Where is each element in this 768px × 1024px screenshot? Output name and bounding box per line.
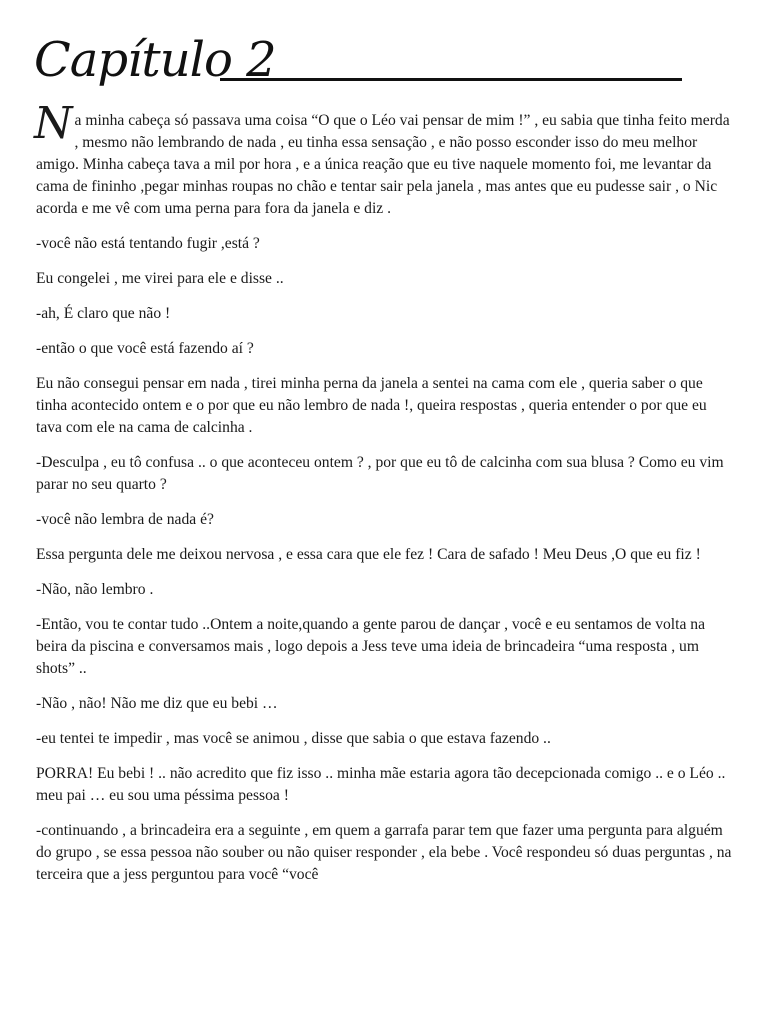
paragraph: -Então, vou te contar tudo ..Ontem a noite,quando a gente parou de dançar , você e eu sentamos de volta na beira da piscina e conversamos mais , logo depois a Jess teve uma ideia de brincadeira “uma resposta , um shots” .. (36, 616, 705, 677)
paragraph-text: a minha cabeça só passava uma coisa “O que o Léo vai pensar de mim !” , eu sabia que tinha feito merda , mesmo não lembrando de nada , eu tinha essa sensação , e não posso esconder isso do meu melhor amigo. Minha cabeça tava a mil por hora , e a única reação que eu tive naquele momento foi, me levantar da cama de fininho ,pegar minhas roupas no chão e tentar sair pela janela , mas antes que eu pudesse sair , o Nic acorda e me vê com uma perna para fora da janela e diz . (36, 112, 730, 217)
chapter-header (34, 30, 694, 100)
paragraph: -Não, não lembro . (36, 581, 154, 598)
paragraph: Eu congelei , me virei para ele e disse .. (36, 270, 284, 287)
paragraph: -continuando , a brincadeira era a seguinte , em quem a garrafa parar tem que fazer uma pergunta para alguém do grupo , se essa pessoa não souber ou não quiser responder , ela bebe . Você respondeu só duas perguntas , na terceira que a jess perguntou para você “você (36, 822, 732, 883)
paragraph: -você não lembra de nada é? (36, 511, 214, 528)
paragraph: -Desculpa , eu tô confusa .. o que aconteceu ontem ? , por que eu tô de calcinha com sua blusa ? Como eu vim parar no seu quarto ? (36, 454, 724, 493)
drop-cap: N (34, 98, 73, 149)
paragraph: -ah, É claro que não ! (36, 305, 171, 322)
paragraph: Eu não consegui pensar em nada , tirei minha perna da janela a sentei na cama com ele , queria saber o que tinha acontecido ontem e o por que eu não lembro de nada !, queira respostas , queria entender o por que eu tava com ele na cama de calcinha . (36, 375, 707, 436)
paragraph: Essa pergunta dele me deixou nervosa , e essa cara que ele fez ! Cara de safado ! Meu Deus ,O que eu fiz ! (36, 546, 701, 563)
chapter-title-underline (220, 78, 682, 81)
paragraph (34, 98, 736, 220)
paragraph: -Não , não! Não me diz que eu bebi … (36, 695, 278, 712)
paragraph: -você não está tentando fugir ,está ? (36, 235, 260, 252)
chapter-title: Capítulo 2 (34, 32, 276, 88)
paragraph: -eu tentei te impedir , mas você se animou , disse que sabia o que estava fazendo .. (36, 730, 551, 747)
paragraph: PORRA! Eu bebi ! .. não acredito que fiz isso .. minha mãe estaria agora tão decepcionada comigo .. e o Léo .. meu pai … eu sou uma péssima pessoa ! (36, 765, 726, 804)
chapter-body (34, 98, 736, 899)
paragraph: -então o que você está fazendo aí ? (36, 340, 254, 357)
